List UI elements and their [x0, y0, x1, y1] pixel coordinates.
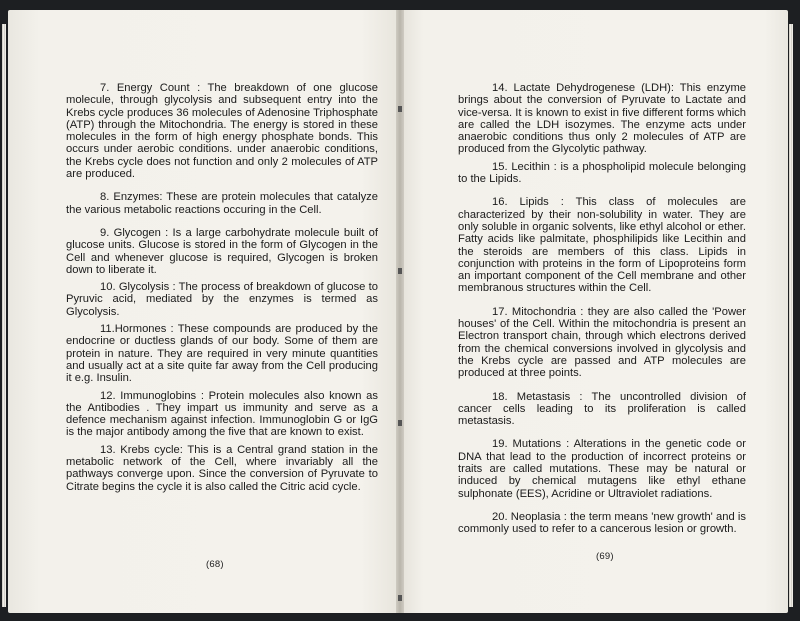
- book-gutter: [396, 10, 404, 613]
- paragraph-mutations: 19. Mutations : Alterations in the genetic code or DNA that lead to the production of incorrect proteins or traits are called mutations. These may be natural or induced by chemical mutagens like ethyl ethane sulphonate (EES), Acridine or Ultraviolet radiations.: [458, 438, 746, 500]
- paragraph-hormones: 11.Hormones : These compounds are produced by the endocrine or ductless glands of our body. Some of them are protein in nature. They are required in very minute quantities and usually act at a site quite far away from the Cell producing it e.g. Insulin.: [66, 323, 378, 385]
- paragraph-lactate-dehydrogenase: 14. Lactate Dehydrogenese (LDH): This enzyme brings about the conversion of Pyruvate to Lactate and vice-versa. It is known to exist in five different forms which are called the LDH isozymes. The enzyme acts under anaerobic conditions thus only 2 molecules of ATP are produced from the Glycolytic pathway.: [458, 82, 746, 156]
- paragraph-energy-count: 7. Energy Count : The breakdown of one glucose molecule, through glycolysis and subsequent entry into the Krebs cycle produces 36 molecules of Adenosine Triphosphate (ATP) through the Mitochondria. The energy is stored in these molecules in the form of high energy phosphate bonds. This occurs under aerobic conditions. under anaerobic conditions, the Krebs cycle does not function and only 2 molecules of ATP are produced.: [66, 82, 378, 181]
- page-stack-edge: [2, 24, 6, 607]
- binding-stitch: [398, 595, 402, 601]
- paragraph-neoplasia: 20. Neoplasia : the term means 'new growth' and is commonly used to refer to a cancerous lesion or growth.: [458, 510, 746, 536]
- paragraph-krebs-cycle: 13. Krebs cycle: This is a Central grand station in the metabolic network of the Cell, where invariably all the pathways converge upon. Since the conversion of Pyruvate to Citrate begins the cycle it is also called the Citric acid cycle.: [66, 443, 378, 493]
- open-book: [8, 10, 788, 613]
- paragraph-glycolysis: 10. Glycolysis : The process of breakdown of glucose to Pyruvic acid, mediated by the enzymes is termed as Glycolysis.: [66, 281, 378, 318]
- page-number-left: (68): [206, 559, 224, 570]
- paragraph-metastasis: 18. Metastasis : The uncontrolled division of cancer cells leading to its proliferation is called metastasis.: [458, 390, 746, 428]
- paragraph-lecithin: 15. Lecithin : is a phospholipid molecule belonging to the Lipids.: [458, 160, 746, 186]
- paragraph-mitochondria: 17. Mitochondria : they are also called the 'Power houses' of the Cell. Within the mitochondria is present an Electron transport chain, through which electrons derived from the chemical conversions involved in glycolysis and the Krebs cycle are passed and ATP molecules are produced at three points.: [458, 305, 746, 380]
- binding-stitch: [398, 268, 402, 274]
- paragraph-enzymes: 8. Enzymes: These are protein molecules that catalyze the various metabolic reactions occuring in the Cell.: [66, 191, 378, 216]
- page-stack-edge: [789, 24, 793, 607]
- paragraph-glycogen: 9. Glycogen : Is a large carbohydrate molecule built of glucose units. Glucose is stored in the form of Glycogen in the Cell and whenever glucose is required, Glycogen is broken down to liberate it.: [66, 226, 378, 276]
- paragraph-lipids: 16. Lipids : This class of molecules are characterized by their non-solubility in water. They are only soluble in organic solvents, like ethyl alcohol or ether. Fatty acids like palmitate, phosphilipids like Lecithin and the steroids are members of this class. Lipids in conjunction with proteins in the form of Lipoproteins form an important component of the Cell membrane and other membranous structures within the Cell.: [458, 196, 746, 295]
- paragraph-immunoglobins: 12. Immunoglobins : Protein molecules also known as the Antibodies . They impart us immunity and serve as a defence mechanism against infection. Immunoglobin G or IgG is the major antibody among the five that are known to exist.: [66, 389, 378, 439]
- left-page: [8, 10, 400, 613]
- binding-stitch: [398, 106, 402, 112]
- page-number-right: (69): [596, 551, 614, 562]
- right-page: [400, 10, 788, 613]
- binding-stitch: [398, 420, 402, 426]
